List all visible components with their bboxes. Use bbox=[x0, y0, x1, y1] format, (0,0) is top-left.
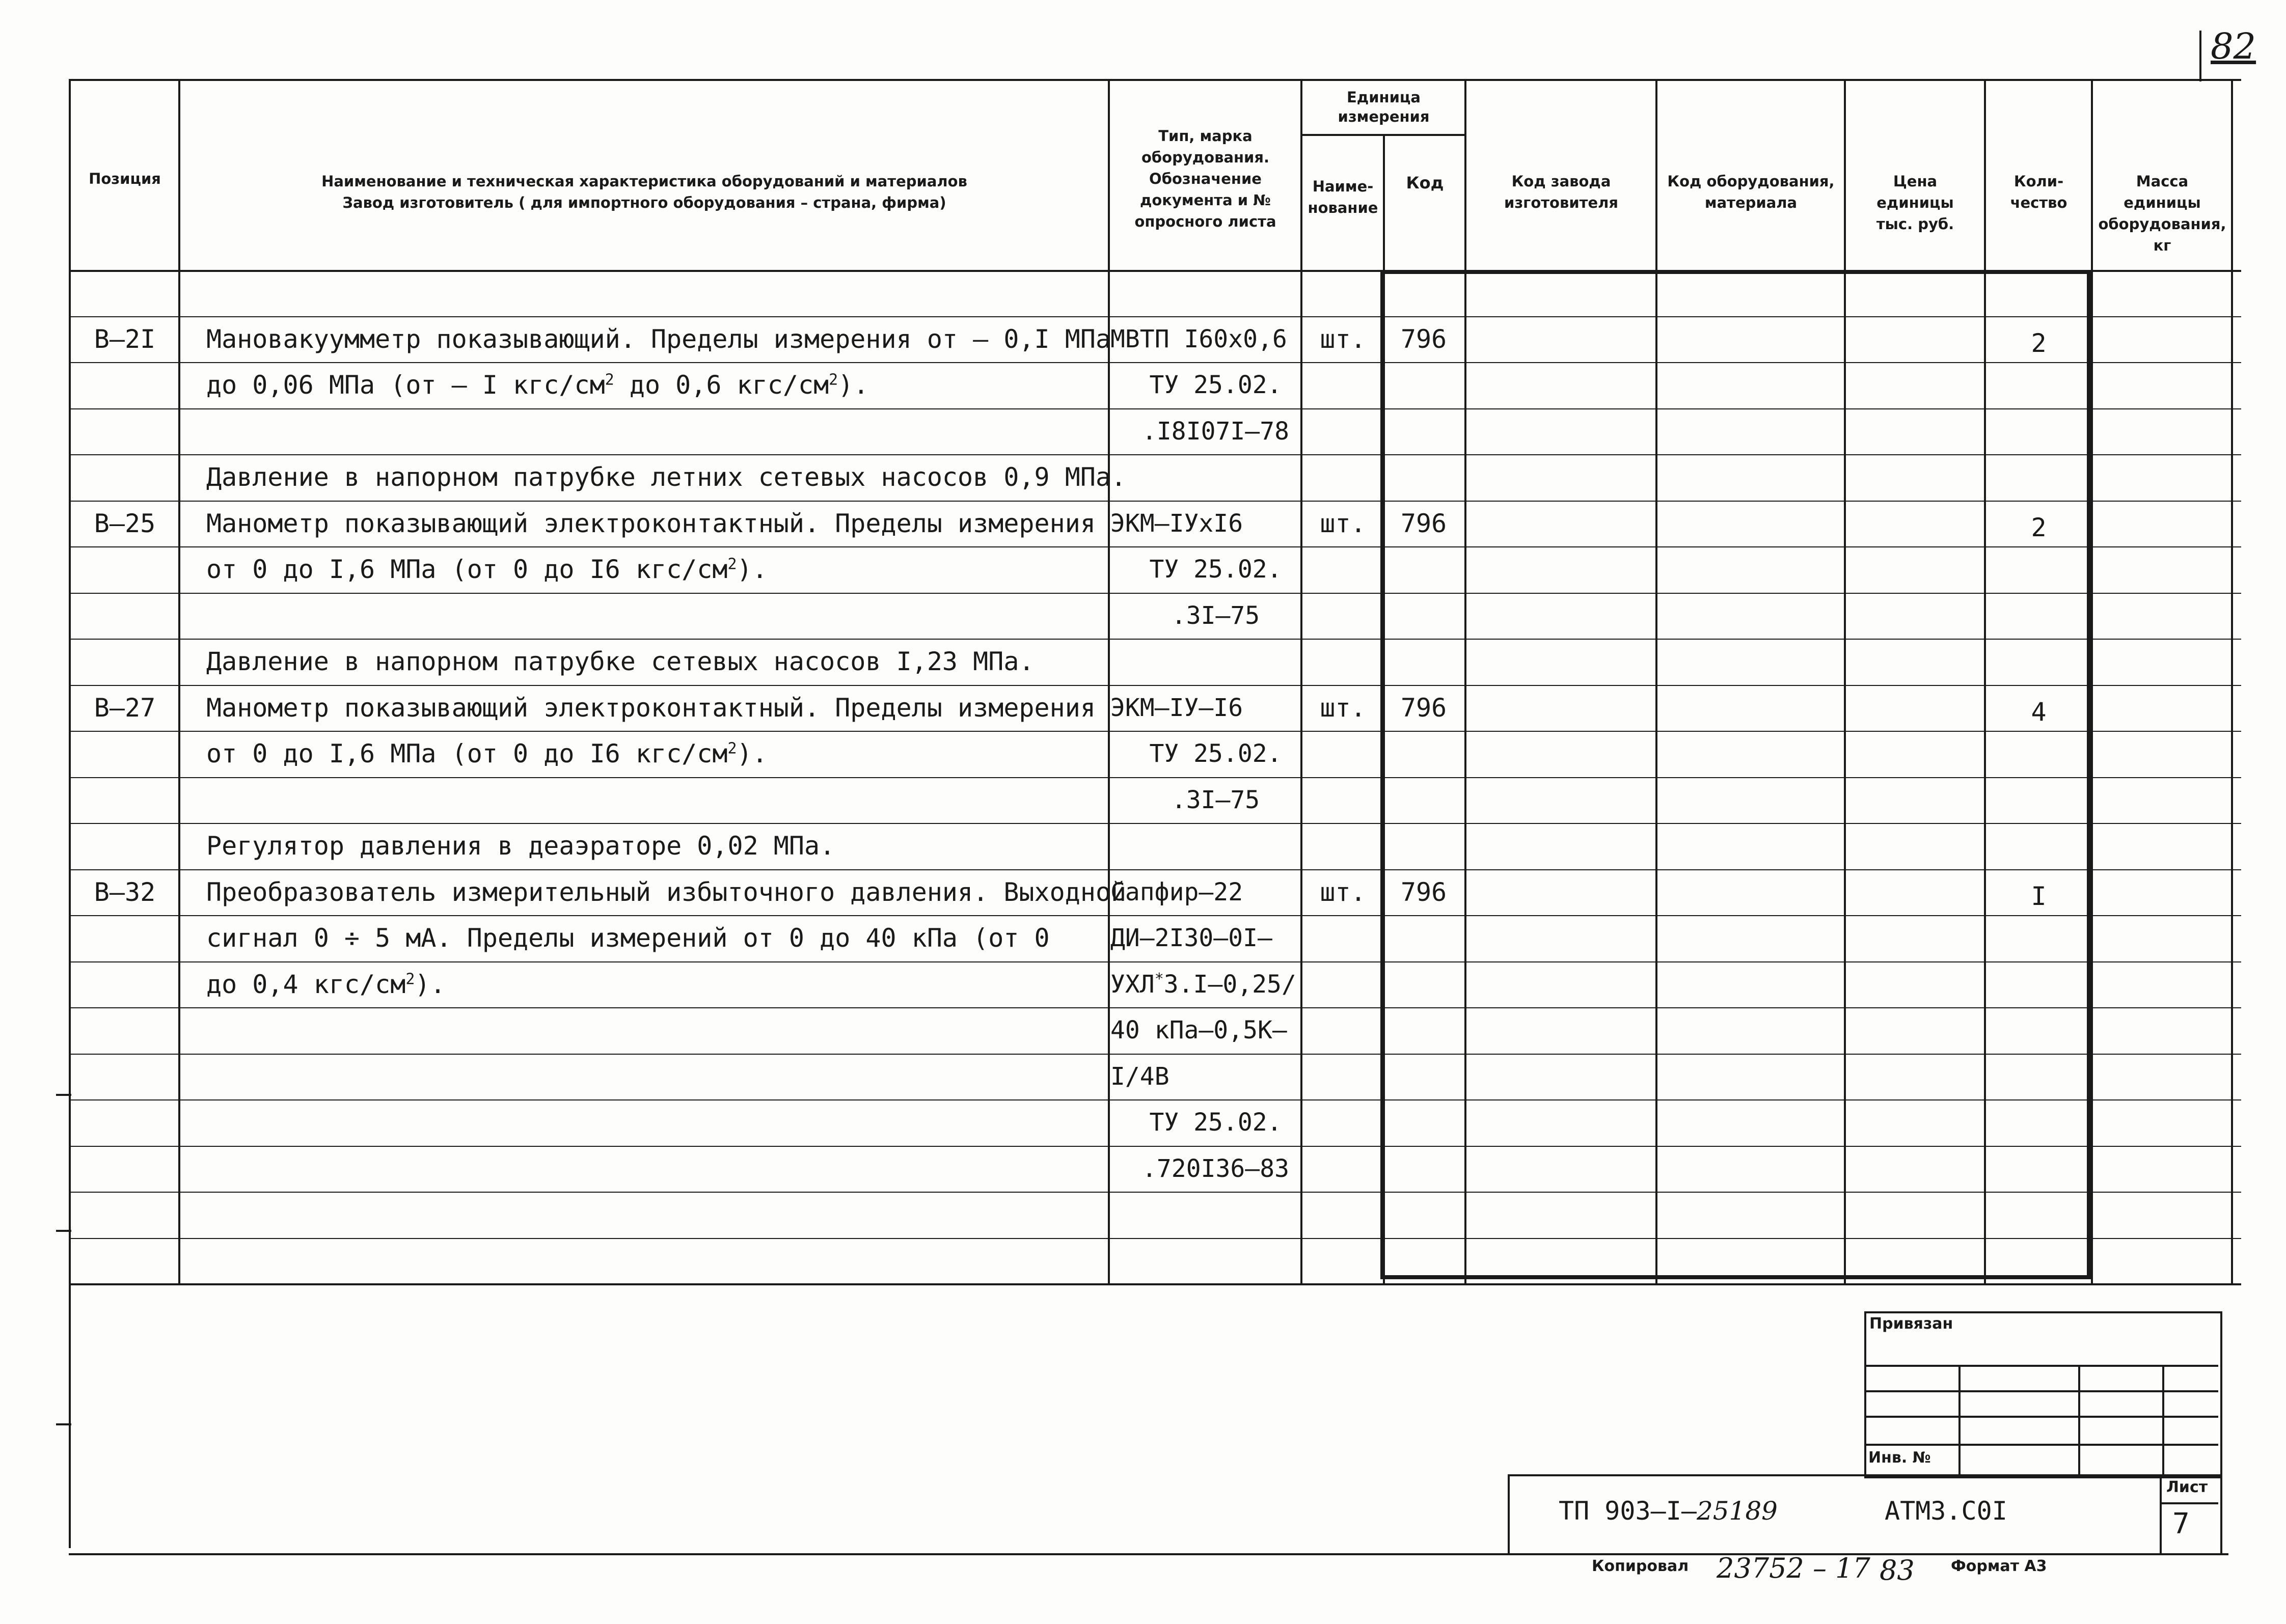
header-name-line2: Завод изготовитель ( для импортного оборудования – страна, фирма) bbox=[342, 194, 946, 211]
name-cell: сигнал 0 ÷ 5 мА. Пределы измерений от 0 до 40 кПа (от 0 bbox=[206, 923, 1050, 953]
header-factory-code: Код завода изготовителя bbox=[1504, 173, 1618, 211]
thick-frame bbox=[1380, 270, 2091, 1279]
name-cell: от 0 до I,6 МПа (от 0 до I6 кгс/$см^2$). bbox=[206, 739, 768, 768]
unit-cell: шт. bbox=[1320, 877, 1366, 907]
corner-mark-line bbox=[2199, 31, 2201, 81]
type-cell: I/4В bbox=[1110, 1062, 1169, 1091]
name-cell: Давление в напорном патрубке сетевых насосов I,23 МПа. bbox=[206, 647, 1035, 676]
name-cell: Манометр показывающий электроконтактный. Пределы измерения bbox=[206, 693, 1096, 723]
attached-label: Привязан bbox=[1869, 1315, 1953, 1333]
name-cell: до 0,06 МПа (от – I кгс/$см^2$ до 0,6 кгс/$см^2$). bbox=[206, 370, 869, 400]
type-cell: .3I–75 bbox=[1171, 786, 1260, 814]
header-price: Цена единицы тыс. руб. bbox=[1876, 173, 1954, 233]
type-cell: ТУ 25.02. bbox=[1149, 555, 1282, 584]
margin-tick bbox=[56, 1094, 71, 1096]
document-code: ТП 903–I–25189 bbox=[1559, 1496, 1778, 1526]
quantity-cell: I bbox=[2031, 882, 2047, 911]
name-cell: Давление в напорном патрубке летних сетевых насосов 0,9 МПа. bbox=[206, 462, 1127, 492]
name-cell: от 0 до I,6 МПа (от 0 до I6 кгс/$см^2$). bbox=[206, 555, 768, 584]
header-mass: Масса единицы оборудования, кг bbox=[2098, 173, 2226, 254]
row-separator bbox=[69, 1192, 2241, 1193]
name-cell: Манометр показывающий электроконтактный. Пределы измерения bbox=[206, 509, 1096, 538]
header-unit-code: Код bbox=[1406, 173, 1444, 192]
name-cell: Мановакуумметр показывающий. Пределы измерения от – 0,I МПа bbox=[206, 324, 1111, 354]
type-cell: 40 кПа–0,5К– bbox=[1110, 1016, 1287, 1044]
page-left-border bbox=[69, 1283, 71, 1548]
sheet-label: Лист bbox=[2166, 1478, 2208, 1496]
type-cell: .3I–75 bbox=[1171, 601, 1260, 630]
copied-label: Копировал bbox=[1592, 1557, 1689, 1575]
quantity-cell: 4 bbox=[2031, 697, 2047, 727]
type-cell: .I8I07I–78 bbox=[1142, 417, 1289, 446]
sheet-number: 7 bbox=[2172, 1507, 2190, 1540]
header-equipment-code: Код оборудования, материала bbox=[1667, 173, 1835, 211]
position-cell: В–25 bbox=[94, 509, 156, 538]
quantity-cell: 2 bbox=[2031, 513, 2047, 542]
header-unit-group: Единица измерения bbox=[1338, 89, 1430, 125]
type-cell: ТУ 25.02. bbox=[1149, 1108, 1282, 1137]
quantity-cell: 2 bbox=[2031, 328, 2047, 358]
type-cell: ТУ 25.02. bbox=[1149, 371, 1282, 399]
name-cell: до 0,4 кгс/$см^2$). bbox=[206, 970, 446, 999]
type-cell: УХЛ*3.I–0,25/ bbox=[1110, 970, 1296, 999]
header-name-line1: Наименование и техническая характеристика оборудований и материалов bbox=[321, 173, 967, 190]
type-cell: ЭКМ–IУ–I6 bbox=[1110, 694, 1243, 722]
type-cell: ДИ–2I30–0I– bbox=[1110, 924, 1272, 952]
header-quantity: Коли- чество bbox=[2010, 173, 2067, 211]
margin-tick bbox=[56, 1230, 71, 1232]
inventory-label: Инв. № bbox=[1868, 1449, 1931, 1467]
code-cell: 796 bbox=[1400, 509, 1447, 538]
row-separator bbox=[69, 1238, 2241, 1239]
type-cell: ТУ 25.02. bbox=[1149, 739, 1282, 768]
unit-cell: шт. bbox=[1320, 509, 1366, 538]
type-cell: .720I36–83 bbox=[1142, 1154, 1289, 1183]
header-position: Позиция bbox=[89, 170, 161, 187]
unit-cell: шт. bbox=[1320, 324, 1366, 354]
page-mark: 82 bbox=[2211, 25, 2256, 67]
position-cell: В–2I bbox=[94, 324, 156, 354]
type-cell: Сапфир–22 bbox=[1110, 878, 1243, 906]
copy-year: 83 bbox=[1880, 1554, 1915, 1586]
type-cell: МВТП I60х0,6 bbox=[1110, 325, 1287, 353]
header-type: Тип, марка оборудования. Обозначение документа и № опросного листа bbox=[1134, 127, 1276, 230]
header-unit-name: Наиме- нование bbox=[1308, 178, 1378, 216]
format-label: Формат А3 bbox=[1951, 1557, 2047, 1575]
position-cell: В–32 bbox=[94, 877, 156, 907]
name-cell: Регулятор давления в деаэраторе 0,02 МПа. bbox=[206, 831, 835, 861]
position-cell: В–27 bbox=[94, 693, 156, 723]
unit-cell: шт. bbox=[1320, 693, 1366, 723]
copy-number: 23752 – 17 bbox=[1717, 1552, 1870, 1584]
code-cell: 796 bbox=[1400, 324, 1447, 354]
document-mark: АТМ3.С0I bbox=[1885, 1496, 2007, 1526]
type-cell: ЭКМ–IУхI6 bbox=[1110, 509, 1243, 538]
code-cell: 796 bbox=[1400, 877, 1447, 907]
code-cell: 796 bbox=[1400, 693, 1447, 723]
name-cell: Преобразователь измерительный избыточного давления. Выходной bbox=[206, 877, 1127, 907]
